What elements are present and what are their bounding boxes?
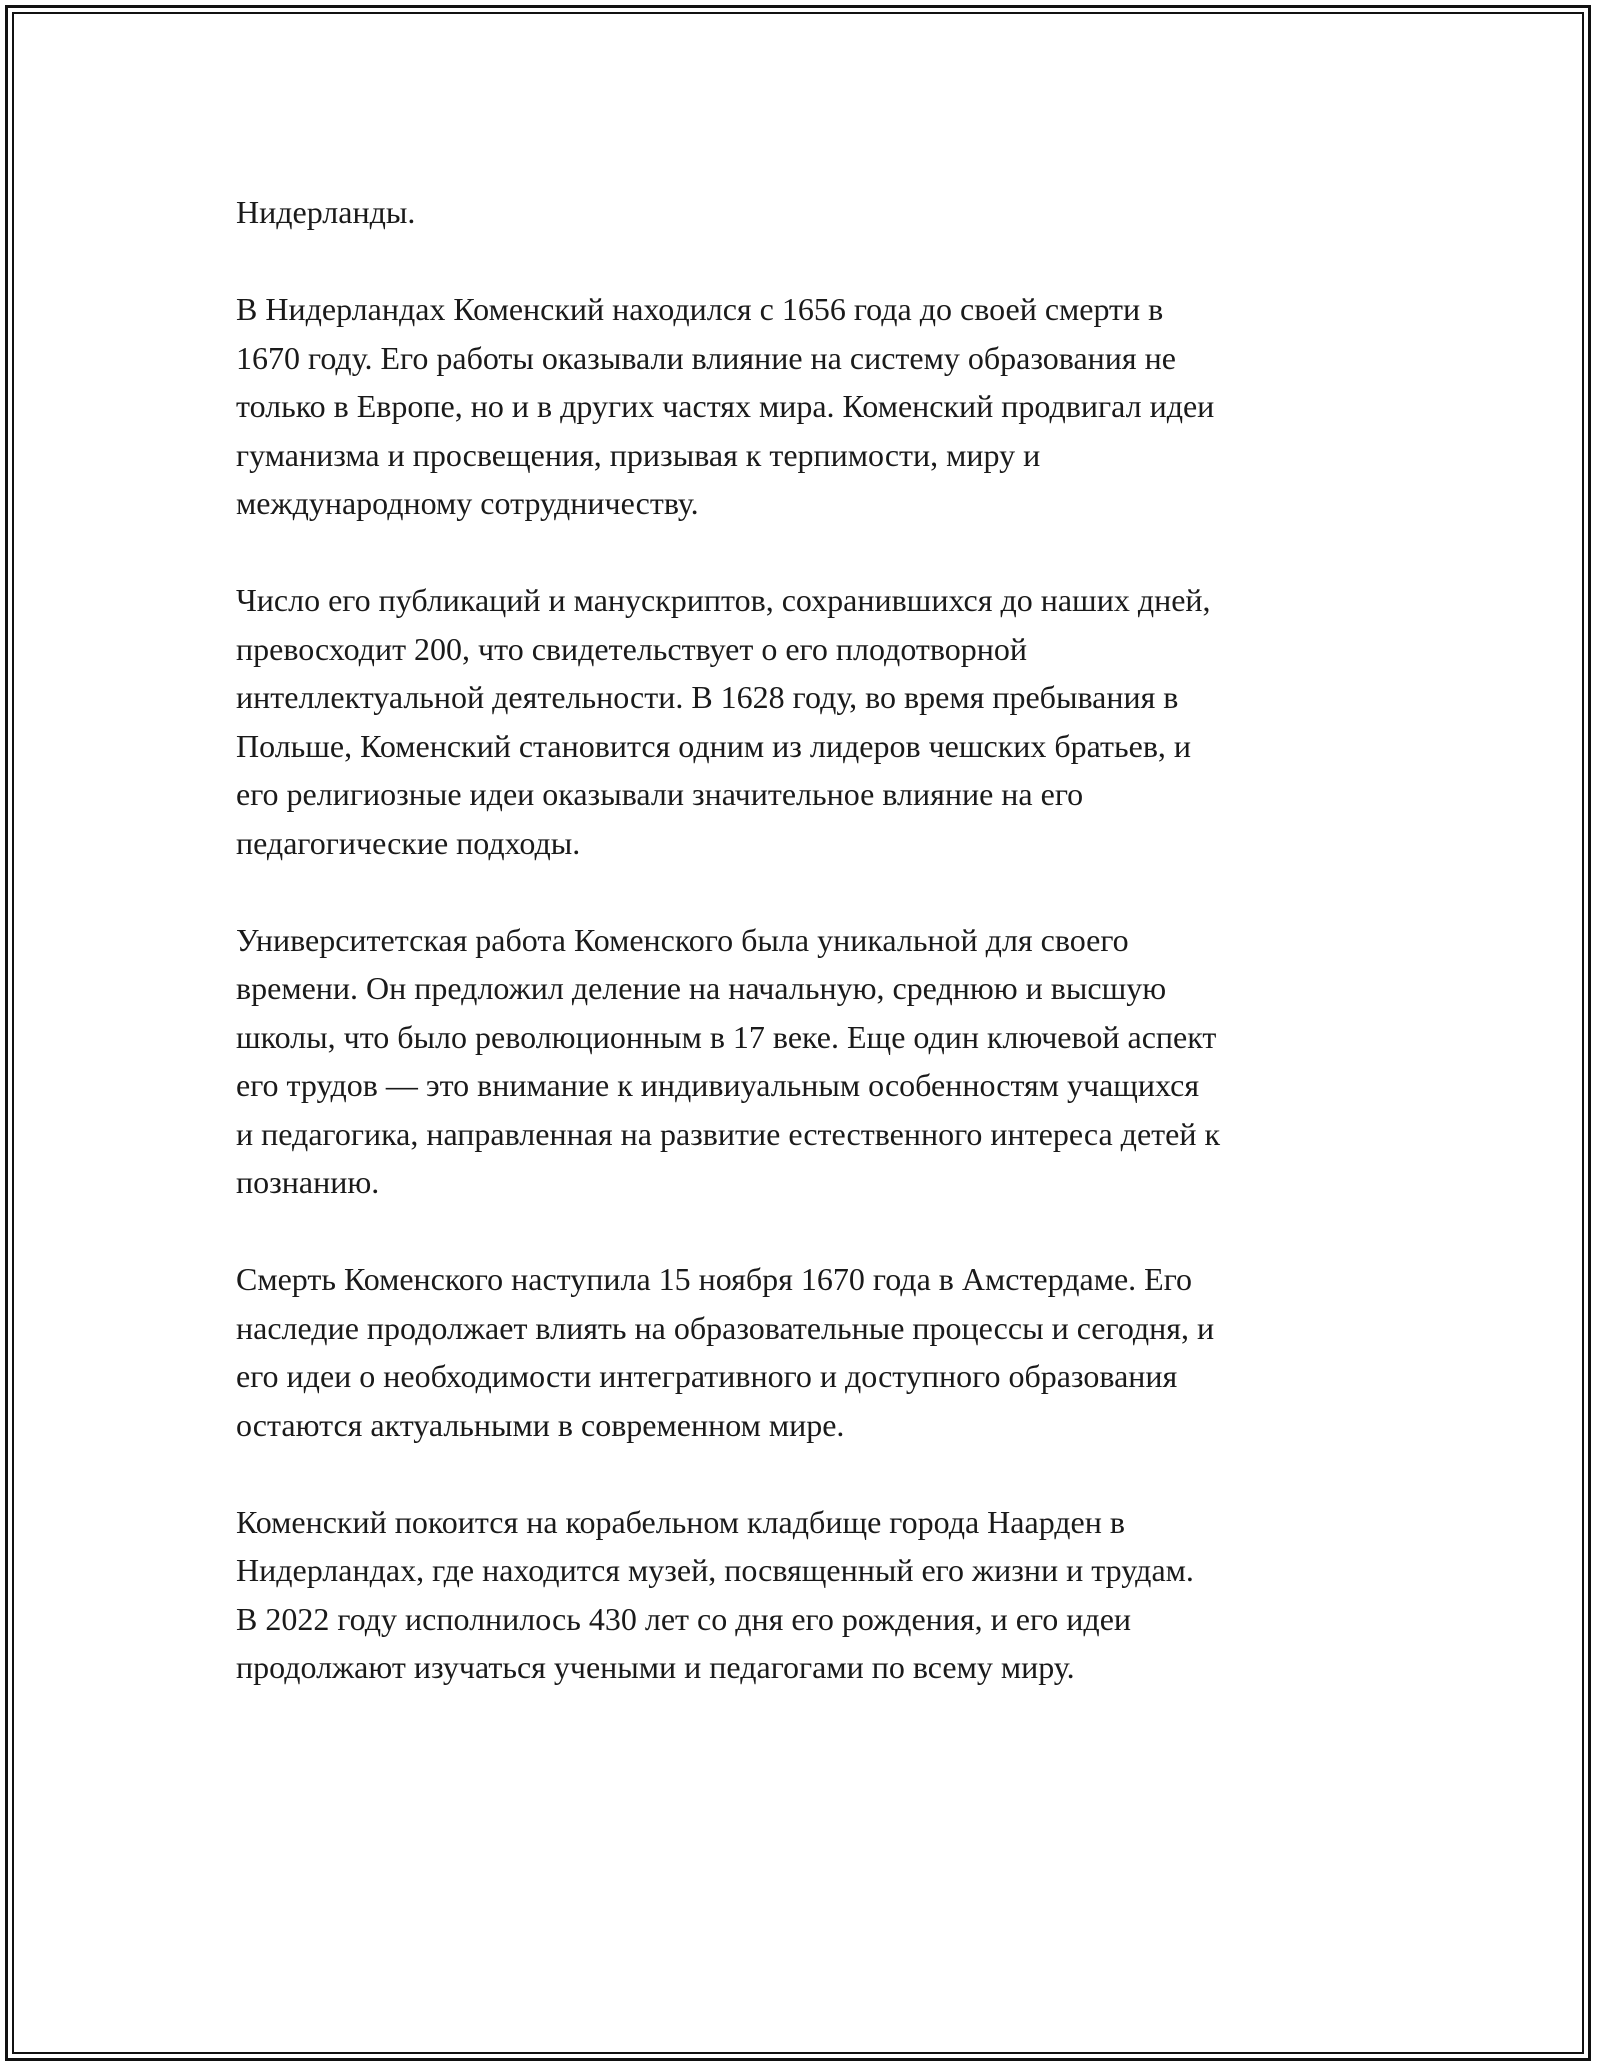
- paragraph-university-work: Университетская работа Коменского была уникальной для своего времени. Он предложил деление на начальную, среднюю и высшую школы, что было революционным в 17 веке. Еще один ключевой аспект его трудов — это внимание к индивиуальным особенностям учащихся и педагогика, направленная на развитие естественного интереса детей к познанию.: [236, 921, 1220, 1200]
- paragraph-death-legacy: Смерть Коменского наступила 15 ноября 1670 года в Амстердаме. Его наследие продолжает влиять на образовательные процессы и сегодня, и его идеи о необходимости интегративного и доступного образования остаются актуальными в современном мире.: [236, 1261, 1215, 1443]
- paragraph-publications: Число его публикаций и манускриптов, сохранившихся до наших дней, превосходит 200, что свидетельствует о его плодотворной интеллектуальной деятельности. В 1628 году, во время пребывания в Польше, Коменский становится одним из лидеров чешских братьев, и его религиозные идеи оказывали значительное влияние на его педагогические подходы.: [236, 582, 1211, 861]
- paragraph-burial-memory: Коменский покоится на корабельном кладбище города Наарден в Нидерландах, где находится музей, посвященный его жизни и трудам. В 2022 году исполнилось 430 лет со дня его рождения, и его идеи продолжают изучаться учеными и педагогами по всему миру.: [236, 1503, 1194, 1685]
- document-body: [236, 188, 1376, 1740]
- paragraph-netherlands-stay: В Нидерландах Коменский находился с 1656 года до своей смерти в 1670 году. Его работы оказывали влияние на систему образования не только в Европе, но и в других частях мира. Коменский продвигал идеи гуманизма и просвещения, призывая к терпимости, миру и международному сотрудничеству.: [236, 291, 1215, 521]
- document-heading: Нидерланды.: [236, 194, 416, 230]
